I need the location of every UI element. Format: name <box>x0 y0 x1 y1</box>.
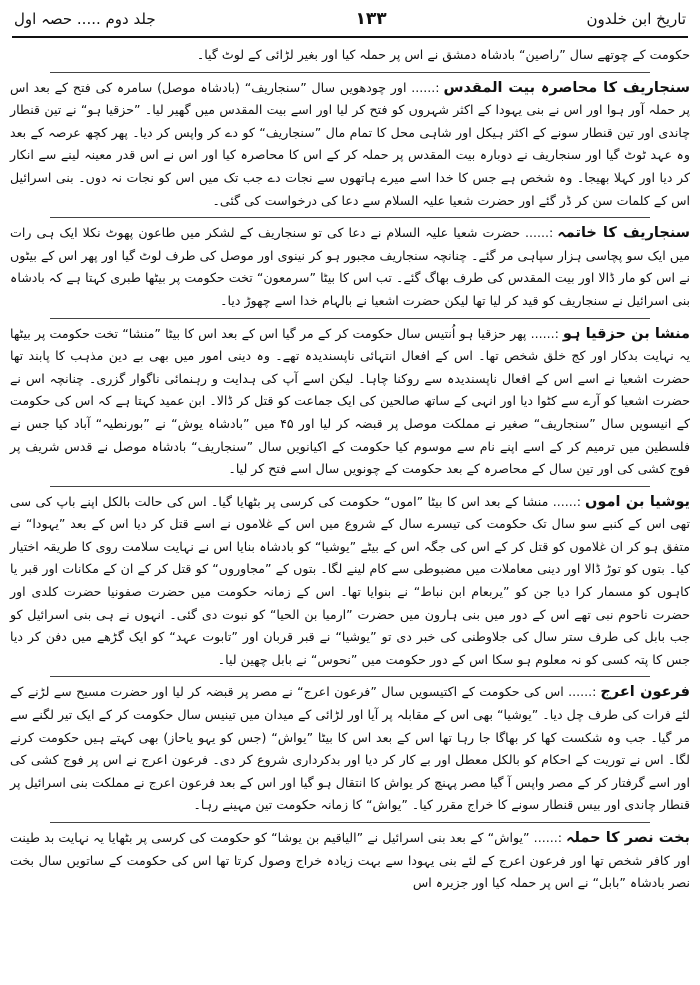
paragraph <box>10 827 690 895</box>
book-title: تاریخ ابن خلدون <box>586 10 686 28</box>
paragraph <box>10 681 690 817</box>
header-rule <box>12 36 688 38</box>
divider <box>50 318 650 319</box>
running-header <box>10 6 690 32</box>
page-number: ۱۳۳ <box>355 9 387 29</box>
paragraph-text: :...... منشا کے بعد اس کا بیٹا ”اموں“ حکومت کی کرسی پر بٹھایا گیا۔ اس کی حالت بالکل اپنے باپ کی سی تھی اس کے کنبے سو سال تک حکومت کی تیسرے سال کے شروع میں اس کے غلاموں نے اسے قتل کر دیا اس کے بعد ”یہودا“ نے متفق ہو کر ان غلاموں کو قتل کر کے اس کی جگہ اس کے بیٹے ”یوشیا“ کو بادشاہ بنایا اس نے نہایت سلامت روی کا طریقہ اختیار کیا۔ بتوں کو توڑ ڈالا اور دینی معاملات میں مضبوطی سے کام لینے لگا۔ بتوں کے ”مجاوروں“ کو قتل کر کے ان کے مکانات اور قبر یا کاہوں کو مسمار کرا دیا جن کو ”یربعام ابن نباط“ نے بنوایا تھا۔ اس کے زمانہ حکومت میں حضرت صفونیا حضرت کلدی اور حضرت ناحوم نبی تھے اس کے دور میں بنی ہارون میں حضرت ”ارمیا بن الحیا“ کو نبوت دی گئی۔ انہوں نے ہی بنی اسرائیل کو جب بابل کی طرف ستر سال کی جلاوطنی کی خبر دی تو ”یوشیا“ نے قبر قربان اور ”تابوت عہد“ کو ایک گڑھے میں دفن کر دیا جس کا پتہ کسی کو نہ معلوم ہو سکا اس کے دور حکومت میں ”نحوس“ نے بابل چھین لیا۔ <box>10 493 690 667</box>
divider <box>50 72 650 73</box>
divider <box>50 217 650 218</box>
paragraph-text: :...... ”یواش“ کے بعد بنی اسرائیل نے ”الیاقیم بن یوشا“ کو حکومت کی کرسی پر بٹھایا یہ نہایت بد طینت اور کافر شخص تھا اور فرعون اعرج کے لئے بنی یہودا سے بہت زیادہ خراج وصول کرتا تھا اس کی حکومت کے ساتویں سال بخت نصر بادشاہ ”بابل“ نے اس پر حملہ کیا اور جزیرہ اس <box>10 830 690 891</box>
paragraph <box>10 222 690 312</box>
paragraph <box>10 491 690 672</box>
section-heading: سنجاریف کا محاصرہ بیت المقدس <box>443 79 690 96</box>
paragraph <box>10 323 690 481</box>
paragraph <box>10 77 690 213</box>
paragraph-text: :...... پھر حزقیا ہو اُنتیس سال حکومت کر کے مر گیا اس کے بعد اس کا بیٹا ”منشا“ تخت حکومت پر بیٹھا یہ نہایت بدکار اور کج خلق شخص تھا۔ اس کے افعال انتہائی ناپسندیدہ تھے۔ وہ دینی امور میں بھی بے دین مذہب کا پابند تھا حضرت اشعیا نے اسے اس کے افعال ناپسندیدہ سے روکنا چاہا۔ لیکن اسے آپ کی ہدایت و رہنمائی ناگوار گزری۔ چنانچہ اس نے حضرت اشعیا کو آرے سے کٹوا دیا اور انہی کے ساتھ صالحین کی ایک جماعت کو قتل کر ڈالا۔ ابن عمید کہتا ہے کہ اس کی حکومت کے انیسویں سال ”سنجاریف“ صغیر نے مملکت موصل پر قبضہ کر لیا اور ۴۵ میں ”بادشاہ یوش“ نے ”بورنطیہ“ آباد کیا جس نے فلسطین میں ترمیم کر کے اسے اپنے نام سے موسوم کیا حکومت کے اکیانویں سال ”سنجاریف“ بادشاہ موصل نے قدس شریف پر فوج کشی کی اور تین سال کے محاصرہ کے بعد حکومت کے چونویں سال اسے فتح کر لیا۔ <box>10 325 690 477</box>
paragraph-text: :...... اور چودھویں سال ”سنجاریف“ (بادشاہ موصل) سامرہ کی فتح کے بعد اس پر حملہ آور ہوا اور اس نے بنی یہودا کے اکثر شہروں کو فتح کر لیا اور اسے بیت المقدس میں گھیر لیا۔ ”حزقیا ہو“ نے تین قنطار چاندی اور تین قنطار سونے کے اکثر ہیکل اور شاہی محل کا تمام مال ”سنجاریف“ کو دے کر واپس کر دیا۔ پھر کچھ عرصہ کے بعد وہ عہد ٹوٹ گیا اور سنجاریف نے دوبارہ بیت المقدس پر حملہ کر کے اس کا محاصرہ کیا اور اس نے اس قدر معینہ لینے سے انکار کر دیا اور کہلا بھیجا۔ وہ شخص ہے جس کا خدا اسے میرے ہاتھوں سے نجات دے جب تک میں اس کو نجات نہ دوں۔ بنی اسرائیل اس کے کلمات سن کر ڈر گئے اور حضرت شعیا علیہ السلام سے دعا کی درخواست کی گئی۔ <box>10 79 690 208</box>
paragraph <box>10 44 690 67</box>
divider <box>50 822 650 823</box>
divider <box>50 676 650 677</box>
section-heading: بخت نصر کا حملہ <box>565 830 690 846</box>
paragraph-text: :...... حضرت شعیا علیہ السلام نے دعا کی تو سنجاریف کے لشکر میں طاعون پھوٹ نکلا ایک ہی رات میں ایک سو پچاسی ہزار سپاہی مر گئے۔ چنانچہ سنجاریف مجبور ہو کر نینوی اور موصل کی طرف لوٹ گیا اور پھر اس کے بیٹوں نے اس کو مار ڈالا اور بیت المقدس کی طرف بھاگ گئے۔ تب اس کا بیٹا ”سرمعون“ تخت حکومت پر بیٹھا طبری کہتا ہے کہ بادشاہ بنی اسرائیل نے سنجاریف کو قید کر لیا تھا لیکن حضرت اشعیا نے بالہام خدا اسے چھوڑ دیا۔ <box>10 225 690 308</box>
page-body <box>10 44 690 895</box>
paragraph-text: :...... اس کی حکومت کے اکتیسویں سال ”فرعون اعرج“ نے مصر پر قبضہ کر لیا اور حضرت مسیح سے لڑنے کے لئے فرات کی طرف چل دیا۔ ”یوشیا“ بھی اس کے مقابلہ پر آیا اور لڑائی کے میدان میں تینیس سال حکومت کر کے ایک تیر لگنے سے مر گیا۔ جب وہ شکست کھا کر بھاگا جا رہا تھا اس کے بعد اس کا بیٹا ”یواش“ (جس کو یہو یاحاز) بھی کہتے ہیں حکومت کرنے لگا۔ اس نے توریت کے احکام کو بالکل معطل اور بے کار کر دیا اور بدکرداری شروع کر دی۔ فرعون اعرج نے اس پر فوج کشی کی اور اسے گرفتار کر کے مصر واپس آ گیا مصر پہنچ کر یواش کا انتقال ہو گیا اور اس کے بعد فرعون اعرج نے مملکت بنی اسرائیل پر قنطار چاندی اور بیس قنطار سونے کا خراج مقرر کیا۔ ”یواش“ کا زمانہ حکومت تین مہینے رہا۔ <box>10 684 690 813</box>
section-heading: یوشیا بن اموں <box>585 493 690 510</box>
section-heading: سنجاریف کا خاتمہ <box>557 225 690 242</box>
section-heading: فرعون اعرج <box>600 684 690 701</box>
paragraph-text: حکومت کے چوتھے سال ”راصین“ بادشاہ دمشق نے اس پر حملہ کیا اور بغیر لڑائی کے لوٹ گیا۔ <box>196 47 690 62</box>
section-heading: منشا بن حزقیا ہو <box>562 325 690 342</box>
page <box>0 6 700 985</box>
divider <box>50 486 650 487</box>
volume-label: جلد دوم ..... حصہ اول <box>14 10 156 28</box>
